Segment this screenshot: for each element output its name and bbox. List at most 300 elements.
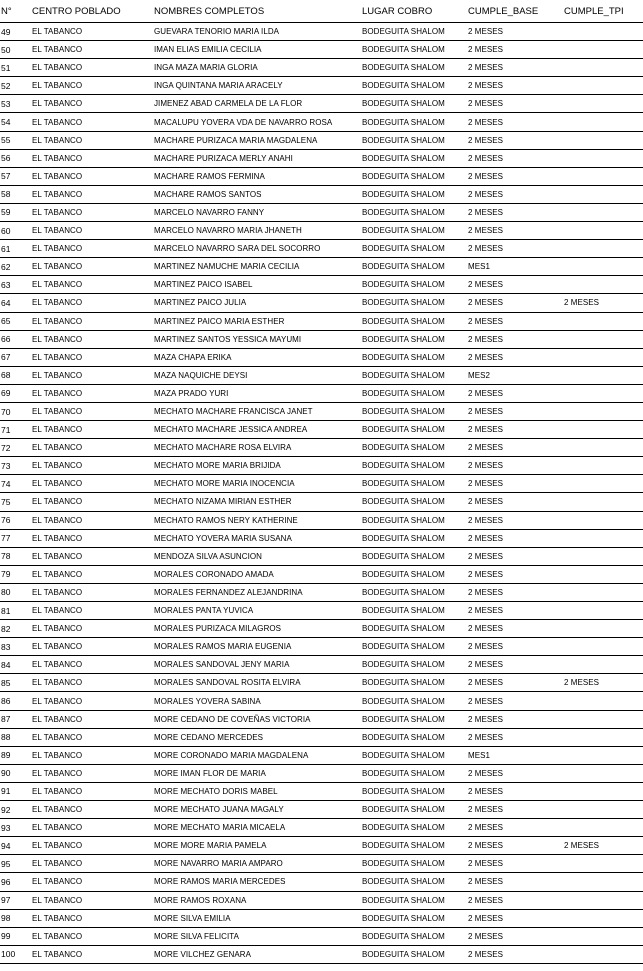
row-cumple-base: 2 MESES (467, 819, 563, 837)
row-lugar-cobro: BODEGUITA SHALOM (361, 276, 467, 294)
row-cumple-tpi (563, 638, 643, 656)
row-cumple-base: 2 MESES (467, 222, 563, 240)
row-cumple-base: 2 MESES (467, 547, 563, 565)
row-lugar-cobro: BODEGUITA SHALOM (361, 258, 467, 276)
table-row (0, 330, 643, 348)
row-number: 78 (0, 547, 31, 565)
row-nombre: MORALES PURIZACA MILAGROS (153, 620, 361, 638)
table-row (0, 511, 643, 529)
row-cumple-tpi (563, 529, 643, 547)
table-row (0, 203, 643, 221)
row-cumple-tpi (563, 782, 643, 800)
row-number: 81 (0, 602, 31, 620)
row-cumple-tpi (563, 366, 643, 384)
row-centro-poblado: EL TABANCO (31, 240, 153, 258)
row-cumple-tpi (563, 565, 643, 583)
row-centro-poblado: EL TABANCO (31, 909, 153, 927)
row-lugar-cobro: BODEGUITA SHALOM (361, 23, 467, 41)
row-number: 83 (0, 638, 31, 656)
row-cumple-tpi (563, 59, 643, 77)
row-cumple-base: 2 MESES (467, 457, 563, 475)
row-lugar-cobro: BODEGUITA SHALOM (361, 384, 467, 402)
row-cumple-base: 2 MESES (467, 294, 563, 312)
header-number: N° (0, 0, 31, 23)
table-row (0, 728, 643, 746)
row-centro-poblado: EL TABANCO (31, 294, 153, 312)
row-cumple-tpi: 2 MESES (563, 294, 643, 312)
row-number: 87 (0, 710, 31, 728)
row-cumple-tpi (563, 692, 643, 710)
row-cumple-base: 2 MESES (467, 113, 563, 131)
row-cumple-tpi (563, 873, 643, 891)
table-row (0, 638, 643, 656)
row-cumple-tpi (563, 95, 643, 113)
table-row (0, 565, 643, 583)
row-number: 69 (0, 384, 31, 402)
row-lugar-cobro: BODEGUITA SHALOM (361, 421, 467, 439)
header-cumple-tpi: CUMPLE_TPI (563, 0, 643, 23)
row-nombre: MECHATO MACHARE FRANCISCA JANET (153, 402, 361, 420)
row-cumple-base: 2 MESES (467, 276, 563, 294)
row-cumple-base: 2 MESES (467, 149, 563, 167)
row-nombre: MECHATO YOVERA MARIA SUSANA (153, 529, 361, 547)
row-cumple-tpi (563, 801, 643, 819)
row-number: 76 (0, 511, 31, 529)
row-centro-poblado: EL TABANCO (31, 330, 153, 348)
row-cumple-base: 2 MESES (467, 602, 563, 620)
row-lugar-cobro: BODEGUITA SHALOM (361, 891, 467, 909)
table-row (0, 819, 643, 837)
row-cumple-base: 2 MESES (467, 23, 563, 41)
table-row (0, 782, 643, 800)
row-cumple-tpi (563, 41, 643, 59)
row-lugar-cobro: BODEGUITA SHALOM (361, 620, 467, 638)
row-cumple-tpi (563, 222, 643, 240)
row-lugar-cobro: BODEGUITA SHALOM (361, 457, 467, 475)
row-centro-poblado: EL TABANCO (31, 819, 153, 837)
row-nombre: MORALES RAMOS MARIA EUGENIA (153, 638, 361, 656)
table-row (0, 276, 643, 294)
table-row (0, 764, 643, 782)
row-cumple-base: 2 MESES (467, 728, 563, 746)
table-row (0, 801, 643, 819)
table-row (0, 927, 643, 945)
row-nombre: IMAN ELIAS EMILIA CECILIA (153, 41, 361, 59)
row-cumple-tpi (563, 185, 643, 203)
row-number: 51 (0, 59, 31, 77)
row-number: 85 (0, 674, 31, 692)
table-body (0, 23, 643, 964)
table-row (0, 602, 643, 620)
row-number: 55 (0, 131, 31, 149)
row-number: 77 (0, 529, 31, 547)
row-cumple-tpi (563, 312, 643, 330)
row-centro-poblado: EL TABANCO (31, 692, 153, 710)
row-lugar-cobro: BODEGUITA SHALOM (361, 909, 467, 927)
table-row (0, 23, 643, 41)
row-centro-poblado: EL TABANCO (31, 674, 153, 692)
header-nombres-completos: NOMBRES COMPLETOS (153, 0, 361, 23)
row-number: 88 (0, 728, 31, 746)
row-nombre: MAZA CHAPA ERIKA (153, 348, 361, 366)
row-nombre: MORE SILVA EMILIA (153, 909, 361, 927)
table-row (0, 402, 643, 420)
table-row (0, 421, 643, 439)
row-centro-poblado: EL TABANCO (31, 620, 153, 638)
row-centro-poblado: EL TABANCO (31, 493, 153, 511)
row-lugar-cobro: BODEGUITA SHALOM (361, 185, 467, 203)
row-number: 67 (0, 348, 31, 366)
row-cumple-base: 2 MESES (467, 638, 563, 656)
header-lugar-cobro: LUGAR COBRO (361, 0, 467, 23)
row-centro-poblado: EL TABANCO (31, 312, 153, 330)
row-centro-poblado: EL TABANCO (31, 402, 153, 420)
row-number: 86 (0, 692, 31, 710)
row-cumple-base: 2 MESES (467, 764, 563, 782)
row-cumple-tpi (563, 945, 643, 963)
row-lugar-cobro: BODEGUITA SHALOM (361, 439, 467, 457)
row-centro-poblado: EL TABANCO (31, 167, 153, 185)
row-nombre: MARTINEZ PAICO JULIA (153, 294, 361, 312)
row-number: 95 (0, 855, 31, 873)
row-cumple-base: 2 MESES (467, 402, 563, 420)
row-centro-poblado: EL TABANCO (31, 384, 153, 402)
row-nombre: MORE CEDANO MERCEDES (153, 728, 361, 746)
row-lugar-cobro: BODEGUITA SHALOM (361, 312, 467, 330)
row-cumple-base: 2 MESES (467, 945, 563, 963)
row-number: 70 (0, 402, 31, 420)
row-centro-poblado: EL TABANCO (31, 131, 153, 149)
row-lugar-cobro: BODEGUITA SHALOM (361, 167, 467, 185)
row-nombre: MORE SILVA FELICITA (153, 927, 361, 945)
row-centro-poblado: EL TABANCO (31, 511, 153, 529)
row-lugar-cobro: BODEGUITA SHALOM (361, 837, 467, 855)
table-row (0, 837, 643, 855)
row-cumple-base: 2 MESES (467, 95, 563, 113)
row-lugar-cobro: BODEGUITA SHALOM (361, 149, 467, 167)
row-lugar-cobro: BODEGUITA SHALOM (361, 746, 467, 764)
row-nombre: MACALUPU YOVERA VDA DE NAVARRO ROSA (153, 113, 361, 131)
row-centro-poblado: EL TABANCO (31, 276, 153, 294)
row-cumple-tpi (563, 384, 643, 402)
row-centro-poblado: EL TABANCO (31, 602, 153, 620)
table-row (0, 620, 643, 638)
row-nombre: MARCELO NAVARRO SARA DEL SOCORRO (153, 240, 361, 258)
row-nombre: MACHARE PURIZACA MERLY ANAHI (153, 149, 361, 167)
table-row (0, 891, 643, 909)
row-lugar-cobro: BODEGUITA SHALOM (361, 873, 467, 891)
row-nombre: MORALES FERNANDEZ ALEJANDRINA (153, 583, 361, 601)
row-cumple-base: 2 MESES (467, 837, 563, 855)
row-cumple-base: 2 MESES (467, 855, 563, 873)
row-cumple-base: 2 MESES (467, 909, 563, 927)
row-number: 61 (0, 240, 31, 258)
row-number: 72 (0, 439, 31, 457)
row-lugar-cobro: BODEGUITA SHALOM (361, 475, 467, 493)
row-nombre: MORE CEDANO DE COVEÑAS VICTORIA (153, 710, 361, 728)
row-number: 97 (0, 891, 31, 909)
row-number: 98 (0, 909, 31, 927)
row-lugar-cobro: BODEGUITA SHALOM (361, 203, 467, 221)
row-centro-poblado: EL TABANCO (31, 801, 153, 819)
row-number: 62 (0, 258, 31, 276)
row-lugar-cobro: BODEGUITA SHALOM (361, 692, 467, 710)
row-cumple-tpi (563, 330, 643, 348)
row-lugar-cobro: BODEGUITA SHALOM (361, 41, 467, 59)
row-centro-poblado: EL TABANCO (31, 638, 153, 656)
table-row (0, 95, 643, 113)
row-centro-poblado: EL TABANCO (31, 583, 153, 601)
row-nombre: MECHATO MORE MARIA INOCENCIA (153, 475, 361, 493)
row-lugar-cobro: BODEGUITA SHALOM (361, 59, 467, 77)
row-lugar-cobro: BODEGUITA SHALOM (361, 656, 467, 674)
row-cumple-tpi (563, 909, 643, 927)
row-lugar-cobro: BODEGUITA SHALOM (361, 113, 467, 131)
row-number: 74 (0, 475, 31, 493)
table-row (0, 41, 643, 59)
header-row (0, 0, 643, 23)
row-lugar-cobro: BODEGUITA SHALOM (361, 131, 467, 149)
table-row (0, 710, 643, 728)
row-lugar-cobro: BODEGUITA SHALOM (361, 348, 467, 366)
row-cumple-tpi (563, 583, 643, 601)
row-lugar-cobro: BODEGUITA SHALOM (361, 819, 467, 837)
row-number: 68 (0, 366, 31, 384)
table-row (0, 77, 643, 95)
row-number: 49 (0, 23, 31, 41)
row-nombre: MACHARE RAMOS FERMINA (153, 167, 361, 185)
row-number: 63 (0, 276, 31, 294)
row-nombre: MAZA PRADO YURI (153, 384, 361, 402)
table-row (0, 855, 643, 873)
row-cumple-tpi (563, 927, 643, 945)
row-cumple-tpi (563, 475, 643, 493)
row-cumple-tpi (563, 402, 643, 420)
row-cumple-tpi (563, 439, 643, 457)
row-centro-poblado: EL TABANCO (31, 348, 153, 366)
table-row (0, 222, 643, 240)
row-centro-poblado: EL TABANCO (31, 23, 153, 41)
row-centro-poblado: EL TABANCO (31, 710, 153, 728)
row-lugar-cobro: BODEGUITA SHALOM (361, 222, 467, 240)
row-centro-poblado: EL TABANCO (31, 656, 153, 674)
row-lugar-cobro: BODEGUITA SHALOM (361, 565, 467, 583)
row-lugar-cobro: BODEGUITA SHALOM (361, 782, 467, 800)
row-centro-poblado: EL TABANCO (31, 457, 153, 475)
row-centro-poblado: EL TABANCO (31, 891, 153, 909)
row-cumple-tpi (563, 276, 643, 294)
row-number: 64 (0, 294, 31, 312)
row-cumple-base: 2 MESES (467, 348, 563, 366)
row-nombre: MECHATO MACHARE JESSICA ANDREA (153, 421, 361, 439)
row-cumple-base: 2 MESES (467, 529, 563, 547)
table-row (0, 113, 643, 131)
row-lugar-cobro: BODEGUITA SHALOM (361, 801, 467, 819)
row-nombre: MORE RAMOS MARIA MERCEDES (153, 873, 361, 891)
row-cumple-tpi (563, 113, 643, 131)
header-cumple-base: CUMPLE_BASE (467, 0, 563, 23)
row-cumple-tpi (563, 457, 643, 475)
table-row (0, 366, 643, 384)
row-cumple-tpi (563, 23, 643, 41)
row-nombre: MARTINEZ PAICO ISABEL (153, 276, 361, 294)
row-cumple-base: 2 MESES (467, 656, 563, 674)
table-row (0, 240, 643, 258)
row-nombre: MORE RAMOS ROXANA (153, 891, 361, 909)
row-nombre: INGA QUINTANA MARIA ARACELY (153, 77, 361, 95)
row-number: 60 (0, 222, 31, 240)
row-centro-poblado: EL TABANCO (31, 728, 153, 746)
row-cumple-base: 2 MESES (467, 203, 563, 221)
row-lugar-cobro: BODEGUITA SHALOM (361, 945, 467, 963)
row-cumple-base: 2 MESES (467, 710, 563, 728)
row-lugar-cobro: BODEGUITA SHALOM (361, 366, 467, 384)
row-nombre: JIMENEZ ABAD CARMELA DE LA FLOR (153, 95, 361, 113)
row-number: 91 (0, 782, 31, 800)
row-lugar-cobro: BODEGUITA SHALOM (361, 493, 467, 511)
row-nombre: MORE MORE MARIA PAMELA (153, 837, 361, 855)
row-centro-poblado: EL TABANCO (31, 439, 153, 457)
row-centro-poblado: EL TABANCO (31, 203, 153, 221)
table-row (0, 457, 643, 475)
row-cumple-base: 2 MESES (467, 493, 563, 511)
row-centro-poblado: EL TABANCO (31, 475, 153, 493)
row-nombre: MECHATO MACHARE ROSA ELVIRA (153, 439, 361, 457)
row-centro-poblado: EL TABANCO (31, 855, 153, 873)
table-row (0, 439, 643, 457)
row-cumple-tpi (563, 421, 643, 439)
row-cumple-tpi (563, 77, 643, 95)
row-cumple-base: MES1 (467, 746, 563, 764)
row-centro-poblado: EL TABANCO (31, 185, 153, 203)
row-cumple-base: 2 MESES (467, 330, 563, 348)
row-cumple-base: 2 MESES (467, 59, 563, 77)
row-nombre: MORE MECHATO MARIA MICAELA (153, 819, 361, 837)
row-lugar-cobro: BODEGUITA SHALOM (361, 583, 467, 601)
row-nombre: MACHARE PURIZACA MARIA MAGDALENA (153, 131, 361, 149)
table-row (0, 312, 643, 330)
row-number: 75 (0, 493, 31, 511)
row-nombre: MARCELO NAVARRO MARIA JHANETH (153, 222, 361, 240)
row-lugar-cobro: BODEGUITA SHALOM (361, 402, 467, 420)
row-cumple-tpi (563, 891, 643, 909)
row-nombre: MECHATO RAMOS NERY KATHERINE (153, 511, 361, 529)
row-lugar-cobro: BODEGUITA SHALOM (361, 602, 467, 620)
row-lugar-cobro: BODEGUITA SHALOM (361, 764, 467, 782)
row-cumple-base: 2 MESES (467, 41, 563, 59)
row-number: 79 (0, 565, 31, 583)
row-cumple-base: 2 MESES (467, 77, 563, 95)
row-centro-poblado: EL TABANCO (31, 149, 153, 167)
row-number: 59 (0, 203, 31, 221)
row-lugar-cobro: BODEGUITA SHALOM (361, 728, 467, 746)
row-number: 80 (0, 583, 31, 601)
row-centro-poblado: EL TABANCO (31, 873, 153, 891)
row-cumple-base: MES1 (467, 258, 563, 276)
row-number: 100 (0, 945, 31, 963)
row-cumple-tpi (563, 656, 643, 674)
table-row (0, 674, 643, 692)
row-nombre: MORALES PANTA YUVICA (153, 602, 361, 620)
table-row (0, 475, 643, 493)
table-row (0, 945, 643, 963)
row-nombre: MACHARE RAMOS SANTOS (153, 185, 361, 203)
row-lugar-cobro: BODEGUITA SHALOM (361, 547, 467, 565)
row-cumple-base: 2 MESES (467, 692, 563, 710)
row-number: 58 (0, 185, 31, 203)
row-centro-poblado: EL TABANCO (31, 782, 153, 800)
row-number: 53 (0, 95, 31, 113)
row-number: 84 (0, 656, 31, 674)
row-cumple-base: 2 MESES (467, 131, 563, 149)
row-lugar-cobro: BODEGUITA SHALOM (361, 927, 467, 945)
table-row (0, 167, 643, 185)
row-lugar-cobro: BODEGUITA SHALOM (361, 529, 467, 547)
table-row (0, 547, 643, 565)
row-number: 71 (0, 421, 31, 439)
row-nombre: MORE MECHATO JUANA MAGALY (153, 801, 361, 819)
row-number: 54 (0, 113, 31, 131)
row-nombre: MARTINEZ PAICO MARIA ESTHER (153, 312, 361, 330)
row-nombre: MAZA NAQUICHE DEYSI (153, 366, 361, 384)
row-centro-poblado: EL TABANCO (31, 764, 153, 782)
row-centro-poblado: EL TABANCO (31, 547, 153, 565)
table-row (0, 59, 643, 77)
row-cumple-tpi (563, 493, 643, 511)
row-centro-poblado: EL TABANCO (31, 95, 153, 113)
row-cumple-base: 2 MESES (467, 782, 563, 800)
row-cumple-tpi (563, 348, 643, 366)
row-centro-poblado: EL TABANCO (31, 222, 153, 240)
row-cumple-tpi (563, 203, 643, 221)
row-lugar-cobro: BODEGUITA SHALOM (361, 511, 467, 529)
row-cumple-tpi (563, 764, 643, 782)
row-number: 92 (0, 801, 31, 819)
row-number: 56 (0, 149, 31, 167)
row-nombre: MECHATO NIZAMA MIRIAN ESTHER (153, 493, 361, 511)
row-nombre: MORE CORONADO MARIA MAGDALENA (153, 746, 361, 764)
row-centro-poblado: EL TABANCO (31, 746, 153, 764)
row-nombre: MENDOZA SILVA ASUNCION (153, 547, 361, 565)
row-number: 93 (0, 819, 31, 837)
table-row (0, 493, 643, 511)
table-row (0, 656, 643, 674)
row-lugar-cobro: BODEGUITA SHALOM (361, 77, 467, 95)
row-number: 99 (0, 927, 31, 945)
row-cumple-tpi (563, 620, 643, 638)
row-number: 50 (0, 41, 31, 59)
row-centro-poblado: EL TABANCO (31, 421, 153, 439)
table-row (0, 909, 643, 927)
row-cumple-base: 2 MESES (467, 620, 563, 638)
row-centro-poblado: EL TABANCO (31, 59, 153, 77)
row-cumple-base: 2 MESES (467, 801, 563, 819)
table-row (0, 873, 643, 891)
row-cumple-base: 2 MESES (467, 891, 563, 909)
row-cumple-base: 2 MESES (467, 583, 563, 601)
row-cumple-base: 2 MESES (467, 927, 563, 945)
row-number: 73 (0, 457, 31, 475)
row-nombre: GUEVARA TENORIO MARIA ILDA (153, 23, 361, 41)
row-cumple-base: 2 MESES (467, 384, 563, 402)
row-cumple-tpi (563, 258, 643, 276)
row-nombre: MORE VILCHEZ GENARA (153, 945, 361, 963)
row-number: 66 (0, 330, 31, 348)
table-row (0, 583, 643, 601)
row-lugar-cobro: BODEGUITA SHALOM (361, 294, 467, 312)
row-nombre: MORALES SANDOVAL ROSITA ELVIRA (153, 674, 361, 692)
row-cumple-base: 2 MESES (467, 565, 563, 583)
